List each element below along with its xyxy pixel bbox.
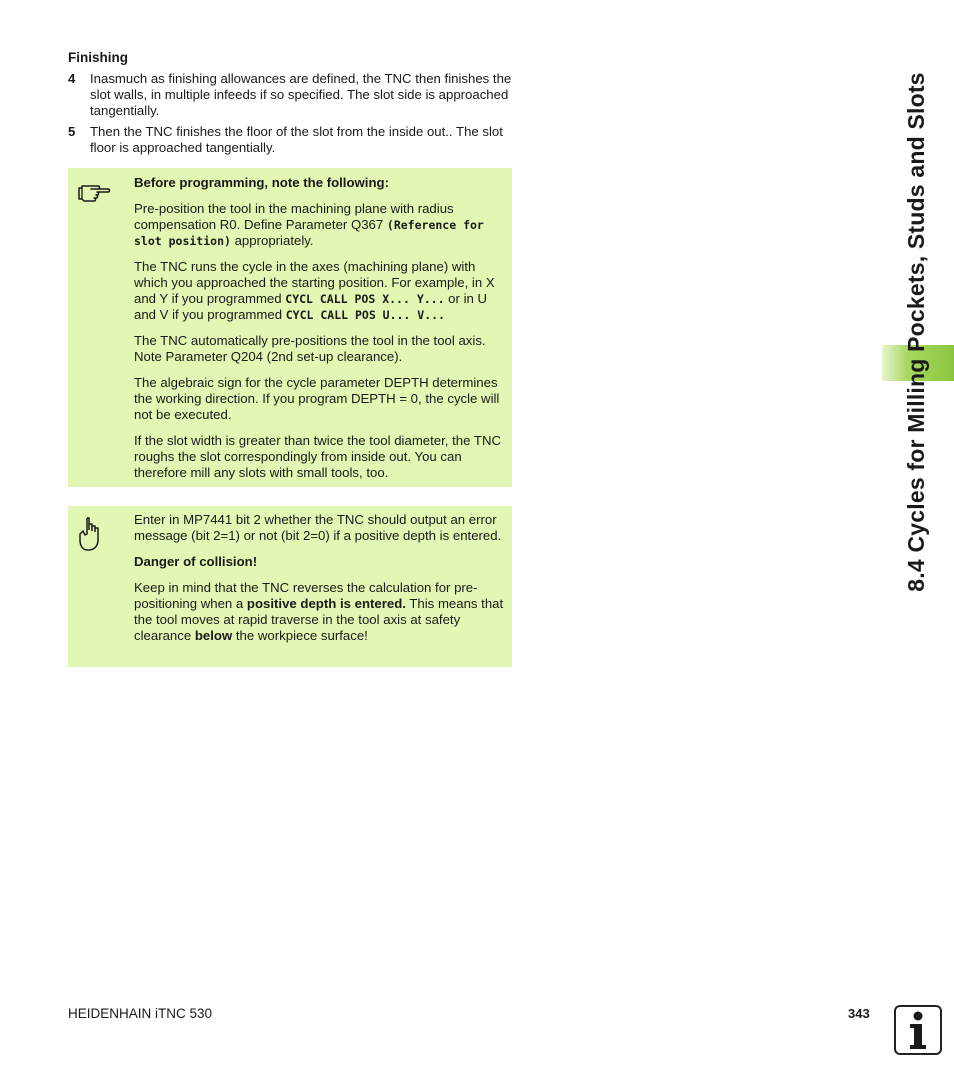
step-4 — [68, 71, 513, 119]
note-paragraph: Pre-position the tool in the machining plane with radius compensation R0. Define Parameter Q367 (Reference for slot position) appropriately. — [134, 201, 484, 248]
pointing-hand-icon — [78, 178, 112, 206]
note-paragraph: The algebraic sign for the cycle parameter DEPTH determines the working direction. If you program DEPTH = 0, the cycle will not be executed. — [134, 375, 500, 422]
programming-note-box — [68, 168, 512, 487]
page-number: 343 — [848, 1006, 870, 1021]
footer-manual-name: HEIDENHAIN iTNC 530 — [68, 1006, 213, 1021]
step-number: 4 — [68, 71, 76, 86]
step-text: Then the TNC finishes the floor of the slot from the inside out.. The slot floor is approached tangentially. — [90, 124, 503, 155]
note-paragraph: If the slot width is greater than twice the tool diameter, the TNC roughs the slot correspondingly from inside out. You can therefore mill any slots with small tools, too. — [134, 433, 501, 480]
warning-note-box — [68, 506, 512, 667]
info-icon — [894, 1005, 942, 1055]
danger-heading: Danger of collision! — [134, 554, 258, 569]
note-paragraph: Enter in MP7441 bit 2 whether the TNC should output an error message (bit 2=1) or not (bit 2=0) if a positive depth is entered. — [134, 512, 502, 543]
step-number: 5 — [68, 124, 76, 139]
note-paragraph: The TNC automatically pre-positions the tool in the tool axis. Note Parameter Q204 (2nd set-up clearance). — [134, 333, 486, 364]
note-title: Before programming, note the following: — [134, 175, 389, 190]
note-paragraph: The TNC runs the cycle in the axes (machining plane) with which you approached the starting position. For example, in X and Y if you programmed CYCL CALL POS X... Y... or in U and V if you programmed CYCL CALL POS U... V... — [134, 259, 495, 322]
step-text: Inasmuch as finishing allowances are defined, the TNC then finishes the slot walls, in multiple infeeds if so specified. The slot side is approached tangentially. — [90, 71, 512, 118]
note-paragraph: Keep in mind that the TNC reverses the calculation for pre-positioning when a positive depth is entered. This means that the tool moves at rapid traverse in the tool axis at safety clearance below the workpiece surface! — [134, 580, 504, 643]
section-heading: Finishing — [68, 50, 128, 65]
raised-hand-warning-icon — [78, 516, 100, 556]
chapter-title-vertical: 8.4 Cycles for Milling Pockets, Studs and Slots — [903, 72, 929, 592]
step-5 — [68, 124, 513, 156]
